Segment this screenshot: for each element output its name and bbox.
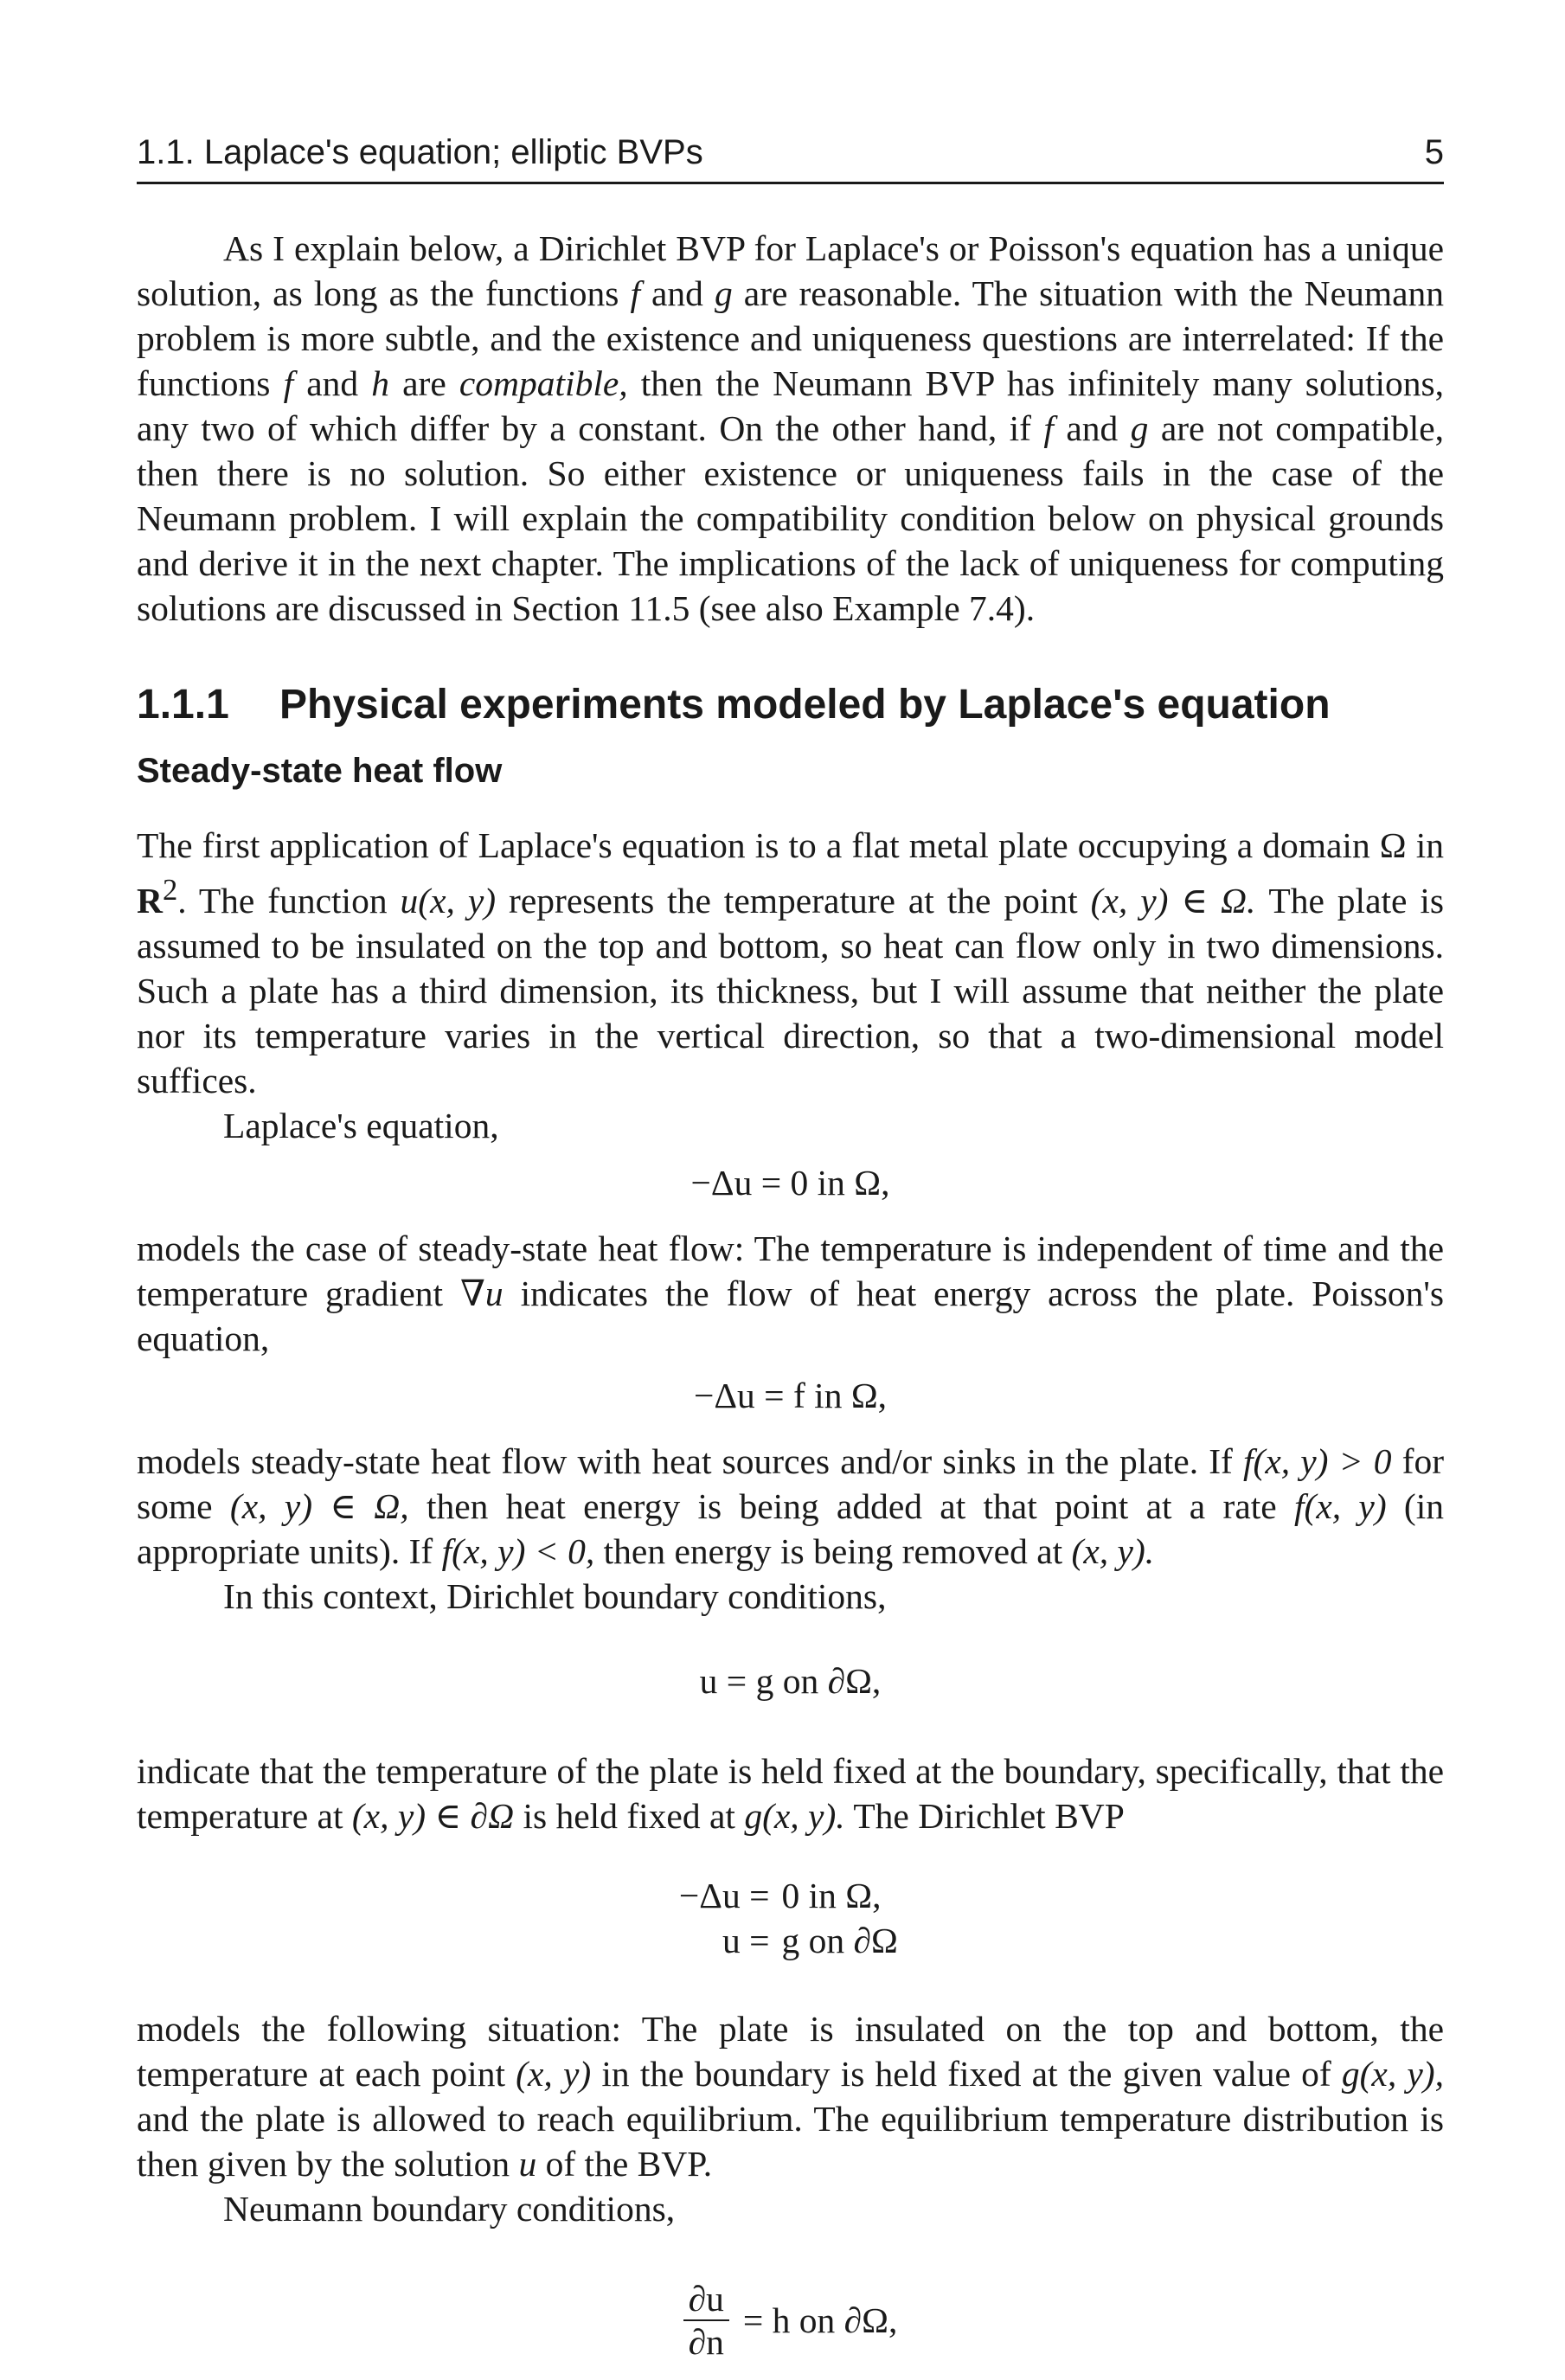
- body-paragraph-dirichlet-meaning: indicate that the temperature of the plate is held fixed at the boundary, specifically, that the temperature at (x, y) ∈ ∂Ω is held fixed at g(x, y). The Dirichlet BVP: [137, 1750, 1444, 1836]
- body-paragraph-steady-state: models the case of steady-state heat flow: The temperature is independent of time and the temperature gradient ∇u indicates the flow of heat energy across the plate. Poisson's equation,: [137, 1228, 1445, 1358]
- bvp-row-2: u = g on ∂Ω: [722, 1920, 898, 1960]
- equation-poisson: −Δu = f in Ω,: [693, 1375, 888, 1415]
- equation-neumann: $\frac{\partial u}{\partial n}$ = h on ∂Ω,: [137, 2278, 1444, 2363]
- running-header: [137, 130, 1444, 184]
- body-paragraph-dirichlet-lead: In this context, Dirichlet boundary conditions,: [223, 1575, 887, 1616]
- body-paragraph-laplace-lead: Laplace's equation,: [223, 1105, 499, 1145]
- section-heading: [137, 683, 1444, 728]
- page-number: 5: [1424, 133, 1444, 171]
- normal-derivative-fraction: $\frac{\partial u}{\partial n}$: [683, 2278, 729, 2363]
- equation-dirichlet: u = g on ∂Ω,: [699, 1660, 882, 1701]
- body-paragraph-sources: models steady-state heat flow with heat sources and/or sinks in the plate. If f(x, y) > 0 for some (x, y) ∈ Ω, then heat energy is being added at that point at a rate f(x, y) (in appropriate units). If f(x, y) < 0, then energy is being removed at (x, y).: [137, 1440, 1445, 1571]
- intro-paragraph: As I explain below, a Dirichlet BVP for Laplace's or Poisson's equation has a unique solution, as long as the functions f and g are reasonable. The situation with the Neumann problem is more subtle, and the existence and uniqueness questions are interrelated: If the functions f and h are compatible, then the Neumann BVP has infinitely many solutions, any two of which differ by a constant. On the other hand, if f and g are not compatible, then there is no solution. So either existence or uniqueness fails in the case of the Neumann problem. I will explain the compatibility condition below on physical grounds and derive it in the next chapter. The implications of the lack of uniqueness for computing solutions are discussed in Section 11.5 (see also Example 7.4).: [137, 228, 1445, 628]
- section-number: 1.1.1: [137, 682, 229, 728]
- section-title: Physical experiments modeled by Laplace's equation: [279, 682, 1331, 728]
- subsection-heading: Steady-state heat flow: [137, 752, 503, 790]
- body-paragraph-neumann-lead: Neumann boundary conditions,: [223, 2188, 676, 2229]
- running-header-title: 1.1. Laplace's equation; elliptic BVPs: [137, 133, 703, 171]
- equation-laplace: −Δu = 0 in Ω,: [690, 1162, 890, 1203]
- equation-dirichlet-bvp: [137, 1873, 1444, 1963]
- bvp-row-1: −Δu = 0 in Ω,: [678, 1875, 882, 1915]
- body-paragraph-plate: The first application of Laplace's equation is to a flat metal plate occupying a domain Ω in $R^2$. The function u(x, y) represents the temperature at the point (x, y) ∈ Ω. The plate is assumed to be insulated on the top and bottom, so heat can flow only in two dimensions. Such a plate has a third dimension, its thickness, but I will assume that neither the plate nor its temperature varies in the vertical direction, so that a two-dimensional model suffices.: [137, 825, 1445, 1100]
- body-paragraph-situation: models the following situation: The plate is insulated on the top and bottom, the temperature at each point (x, y) in the boundary is held fixed at the given value of g(x, y), and the plate is allowed to reach equilibrium. The equilibrium temperature distribution is then given by the solution u of the BVP.: [137, 2008, 1445, 2184]
